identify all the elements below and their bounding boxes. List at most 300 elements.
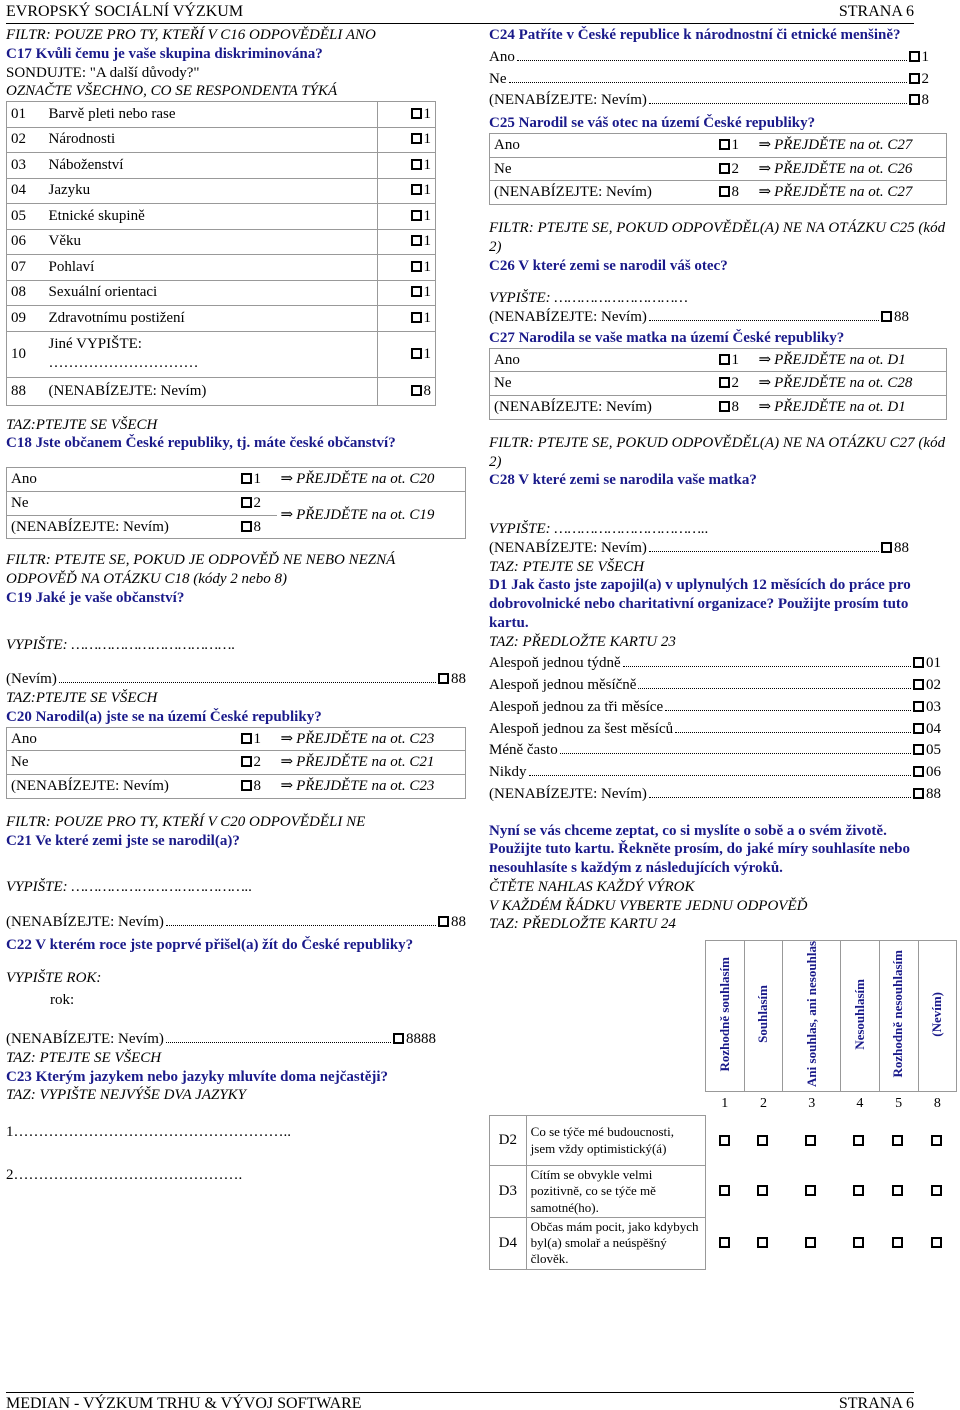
checkbox-icon[interactable]: [853, 1185, 864, 1196]
matrix-header: [783, 941, 841, 1092]
c25-code: 8: [731, 184, 739, 201]
header-title: EVROPSKÝ SOCIÁLNÍ VÝZKUM: [6, 3, 244, 20]
checkbox-icon[interactable]: [411, 108, 422, 119]
checkbox-icon[interactable]: [241, 497, 252, 508]
c27-label: (NENABÍZEJTE: Nevím): [490, 396, 715, 420]
checkbox-icon[interactable]: [411, 385, 422, 396]
checkbox-icon[interactable]: [853, 1135, 864, 1146]
c23-line-1[interactable]: 1………………………………………………..: [6, 1124, 291, 1140]
c17-item-code: 1: [423, 131, 431, 148]
c23-line-2[interactable]: 2……………………………………….: [6, 1166, 243, 1183]
c17-item-option[interactable]: [378, 127, 436, 153]
header-page: STRANA 6: [838, 3, 914, 20]
c27-row: [490, 396, 947, 420]
c26-dk-label: (NENABÍZEJTE: Nevím): [489, 309, 647, 325]
d-intro-each-row: V KAŽDÉM ŘÁDKU VYBERTE JEDNU ODPOVĚĎ: [489, 897, 808, 914]
checkbox-icon[interactable]: [805, 1237, 816, 1248]
c20-code: 2: [253, 754, 261, 771]
checkbox-icon[interactable]: [411, 312, 422, 323]
checkbox-icon[interactable]: [892, 1237, 903, 1248]
matrix-row: [490, 1166, 957, 1218]
c26-dk-option[interactable]: [881, 308, 909, 327]
matrix-header-label: Rozhodně souhlasím: [716, 956, 732, 1072]
c25-code: 1: [731, 136, 739, 153]
matrix-code: 4: [856, 1096, 864, 1112]
c17-table: [6, 101, 436, 406]
d1-item-option[interactable]: [913, 785, 941, 804]
c25-option[interactable]: [715, 181, 755, 205]
c18-question: C18 Jste občanem České republiky, tj. máte české občanství?: [6, 435, 396, 452]
c18-label-dk: (NENABÍZEJTE: Nevím): [7, 515, 237, 539]
arrow-right-icon: ⇒: [758, 136, 772, 153]
checkbox-icon[interactable]: [719, 1135, 730, 1146]
c24-item-option[interactable]: [909, 91, 930, 110]
checkbox-icon[interactable]: [931, 1185, 942, 1196]
c25-question: C25 Narodil se váš otec na území České republiky?: [489, 115, 816, 131]
checkbox-icon[interactable]: [719, 139, 730, 150]
d-intro-read: ČTĚTE NAHLAS KAŽDÝ VÝROK: [489, 878, 695, 895]
c17-dk-code: 8: [423, 382, 431, 399]
c23-question: C23 Kterým jazykem nebo jazyky mluvíte doma nejčastěji?: [6, 1068, 389, 1085]
c28-dk-code: 88: [894, 539, 909, 556]
matrix-cell[interactable]: [841, 1166, 879, 1218]
dot-leader: [675, 732, 911, 733]
c17-row: [7, 153, 436, 179]
c20-route: [277, 751, 466, 775]
c27-code: 2: [731, 375, 739, 392]
c24-question: C24 Patříte v České republice k národnostní či etnické menšině?: [489, 27, 901, 43]
c23-instruction: TAZ: VYPIŠTE NEJVÝŠE DVA JAZYKY: [6, 1087, 247, 1104]
checkbox-icon[interactable]: [757, 1135, 768, 1146]
c18-option-no[interactable]: [237, 491, 277, 515]
c27-question: C27 Narodila se vaše matka na území České republiky?: [489, 329, 845, 346]
checkbox-icon[interactable]: [757, 1185, 768, 1196]
d1-item-label: Alespoň jednou za tři měsíce: [489, 698, 664, 715]
checkbox-icon[interactable]: [892, 1135, 903, 1146]
c19-question: C19 Jaké je vaše občanství?: [6, 589, 185, 606]
c28-dk-label: (NENABÍZEJTE: Nevím): [489, 539, 647, 556]
c17-row-dk: [7, 377, 436, 405]
checkbox-icon[interactable]: [881, 542, 892, 553]
c21-write[interactable]: VYPIŠTE: …………………………………..: [6, 879, 253, 896]
c17-item-option[interactable]: [378, 280, 436, 306]
c17-other-num: 10: [7, 331, 45, 377]
matrix-cell[interactable]: [879, 1116, 918, 1166]
checkbox-icon[interactable]: [719, 354, 730, 365]
c17-dk-label: (NENABÍZEJTE: Nevím): [45, 377, 378, 405]
matrix-cell[interactable]: [783, 1116, 841, 1166]
matrix-header-label: Nesouhlasím: [851, 978, 867, 1050]
c27-code: 1: [731, 351, 739, 368]
c22-dk-row: [6, 1030, 436, 1049]
c22-year-label[interactable]: rok:: [50, 992, 75, 1009]
checkbox-icon[interactable]: [719, 186, 730, 197]
c17-dk-num: 88: [7, 377, 45, 405]
checkbox-icon[interactable]: [909, 73, 920, 84]
c25-option[interactable]: [715, 157, 755, 181]
c17-item-code: 1: [423, 105, 431, 122]
d1-list-item: [489, 741, 941, 760]
c19-dk-label: (Nevím): [6, 671, 57, 688]
c18-row-yes: [7, 468, 466, 492]
c21-dk-option[interactable]: [438, 913, 466, 932]
c28-dk-row: [489, 539, 909, 558]
dot-leader: [509, 82, 907, 83]
d1-item-label: Méně často: [489, 742, 558, 759]
arrow-right-icon: ⇒: [280, 778, 294, 794]
matrix-row-id: D3: [490, 1166, 527, 1218]
matrix-row-text: Občas mám pocit, jako kdybych byl(a) smolař a neúspěšný člověk.: [526, 1217, 705, 1269]
c17-row: [7, 280, 436, 306]
matrix-cell[interactable]: [918, 1166, 956, 1218]
checkbox-icon[interactable]: [853, 1237, 864, 1248]
d1-taz: TAZ: PTEJTE SE VŠECH: [489, 558, 645, 575]
d1-item-label: (NENABÍZEJTE: Nevím): [489, 785, 647, 802]
c18-route-shared: [277, 491, 466, 539]
c24-item-label: Ano: [489, 48, 515, 65]
c17-item-option[interactable]: [378, 178, 436, 204]
c17-item-label: Pohlaví: [45, 255, 378, 281]
checkbox-icon[interactable]: [719, 377, 730, 388]
c26-write[interactable]: VYPIŠTE: …………………………: [489, 290, 688, 307]
matrix-row-id: D4: [490, 1217, 527, 1269]
c19-filter: FILTR: PTEJTE SE, POKUD JE ODPOVĚĎ NE NEBO NEZNÁ ODPOVĚĎ NA OTÁZKU C18 (kódy 2 nebo 8): [6, 552, 396, 587]
c17-other-dots: …………………………: [48, 355, 199, 371]
c20-option[interactable]: [237, 775, 277, 799]
matrix-header: [744, 941, 782, 1092]
arrow-right-icon: ⇒: [758, 351, 772, 368]
checkbox-icon[interactable]: [805, 1135, 816, 1146]
c28-dk-option[interactable]: [881, 539, 909, 558]
c25-route-text: PŘEJDĚTE na ot. C26: [774, 160, 913, 177]
checkbox-icon[interactable]: [393, 1033, 404, 1044]
c18-code-yes: 1: [253, 471, 261, 487]
c24-item-label: (NENABÍZEJTE: Nevím): [489, 92, 647, 109]
checkbox-icon[interactable]: [411, 133, 422, 144]
c17-item-num: 01: [7, 102, 45, 128]
c17-item-num: 08: [7, 280, 45, 306]
checkbox-icon[interactable]: [913, 766, 924, 777]
page-footer: [6, 1392, 914, 1410]
c25-table: [489, 133, 947, 205]
c20-option[interactable]: [237, 751, 277, 775]
c20-taz: TAZ:PTEJTE SE VŠECH: [6, 690, 158, 706]
checkbox-icon[interactable]: [913, 657, 924, 668]
matrix-cell[interactable]: [879, 1166, 918, 1218]
c27-route: [755, 396, 947, 420]
c27-row: [490, 348, 947, 372]
c24-item-code: 8: [921, 92, 929, 109]
d1-item-option[interactable]: [913, 763, 941, 782]
d1-list-item: [489, 763, 941, 782]
c25-label: Ne: [490, 157, 715, 181]
c19-dk-option[interactable]: [438, 670, 466, 689]
c20-option[interactable]: [237, 727, 277, 751]
d1-item-option[interactable]: [913, 654, 941, 673]
d1-item-code: 05: [926, 742, 941, 759]
matrix-row-id: D2: [490, 1116, 527, 1166]
d1-question: D1 Jak často jste zapojil(a) v uplynulých 12 měsících do práce pro dobrovolnické nebo charitativní organizace? Použijte prosím tuto kartu.: [489, 577, 911, 631]
c20-route-text: PŘEJDĚTE na ot. C21: [296, 754, 435, 771]
checkbox-icon[interactable]: [411, 210, 422, 221]
checkbox-icon[interactable]: [913, 788, 924, 799]
c17-row: [7, 255, 436, 281]
c17-item-label: Věku: [45, 229, 378, 255]
matrix-header: [705, 941, 744, 1092]
checkbox-icon[interactable]: [805, 1185, 816, 1196]
matrix-cell[interactable]: [705, 1116, 744, 1166]
c28-question: C28 V které zemi se narodila vaše matka?: [489, 472, 757, 489]
matrix-cell[interactable]: [918, 1116, 956, 1166]
c20-row: [7, 727, 466, 751]
c17-row: [7, 102, 436, 128]
checkbox-icon[interactable]: [241, 733, 252, 744]
c27-row: [490, 372, 947, 396]
checkbox-icon[interactable]: [913, 679, 924, 690]
c20-table: [6, 727, 466, 799]
c17-item-option[interactable]: [378, 204, 436, 230]
c17-item-label: Národnosti: [45, 127, 378, 153]
checkbox-icon[interactable]: [411, 261, 422, 272]
c26-question: C26 V které zemi se narodil váš otec?: [489, 257, 728, 274]
checkbox-icon[interactable]: [913, 701, 924, 712]
d1-item-code: 03: [926, 698, 941, 715]
c25-option[interactable]: [715, 133, 755, 157]
c18-code-no: 2: [253, 494, 261, 511]
c18-code-dk: 8: [253, 518, 261, 535]
dot-leader: [560, 753, 911, 754]
d1-item-code: 06: [926, 764, 941, 780]
page-header: [6, 2, 914, 24]
c17-item-option[interactable]: [378, 229, 436, 255]
dot-leader: [529, 775, 912, 776]
d1-item-option[interactable]: [913, 741, 941, 760]
c26-filter: FILTR: PTEJTE SE, POKUD ODPOVĚDĚL(A) NE NA OTÁZKU C25 (kód 2): [489, 220, 946, 255]
checkbox-icon[interactable]: [909, 94, 920, 105]
c24-list-item: [489, 91, 929, 110]
c22-dk-option[interactable]: [393, 1030, 436, 1049]
c27-option[interactable]: [715, 396, 755, 420]
d1-item-label: Nikdy: [489, 764, 527, 780]
matrix-cell[interactable]: [783, 1166, 841, 1218]
d-intro-text-1: Nyní se vás chceme zeptat, co si myslíte o sobě a o svém životě.: [489, 822, 887, 839]
c27-label: Ne: [490, 372, 715, 396]
c17-item-option[interactable]: [378, 153, 436, 179]
c19-dk-code: 88: [451, 671, 466, 688]
c17-item-num: 09: [7, 306, 45, 332]
matrix-cell[interactable]: [841, 1116, 879, 1166]
d1-card: TAZ: PŘEDLOŽTE KARTU 23: [489, 633, 676, 650]
matrix-header: [879, 941, 918, 1092]
matrix-cell[interactable]: [879, 1217, 918, 1269]
matrix-header-label: Ani souhlas, ani nesouhlas: [803, 941, 819, 1087]
matrix-cell[interactable]: [705, 1217, 744, 1269]
c22-question: C22 V kterém roce jste poprvé přišel(a) žít do České republiky?: [6, 936, 414, 953]
arrow-right-icon: ⇒: [280, 471, 294, 487]
agreement-matrix: [489, 940, 957, 1270]
d1-item-option[interactable]: [913, 720, 941, 739]
c17-item-code: 1: [423, 156, 431, 173]
c24-item-option[interactable]: [909, 70, 930, 89]
checkbox-icon[interactable]: [411, 235, 422, 246]
c17-item-label: Jazyku: [45, 178, 378, 204]
d1-item-code: 02: [926, 677, 941, 693]
checkbox-icon[interactable]: [881, 311, 892, 322]
c27-code: 8: [731, 399, 739, 415]
checkbox-icon[interactable]: [892, 1185, 903, 1196]
c22-write: VYPIŠTE ROK:: [6, 969, 102, 986]
checkbox-icon[interactable]: [411, 286, 422, 297]
footer-page: STRANA 6: [838, 1395, 914, 1410]
c24-item-code: 2: [921, 70, 929, 87]
c17-item-num: 07: [7, 255, 45, 281]
c21-question: C21 Ve které zemi jste se narodil(a)?: [6, 832, 240, 849]
checkbox-icon[interactable]: [241, 780, 252, 791]
matrix-code: 2: [759, 1096, 767, 1112]
checkbox-icon[interactable]: [438, 673, 449, 684]
arrow-right-icon: ⇒: [758, 375, 772, 392]
c25-route: [755, 157, 947, 181]
c27-option[interactable]: [715, 372, 755, 396]
c17-row: [7, 204, 436, 230]
c25-route-text: PŘEJDĚTE na ot. C27: [774, 184, 913, 201]
c20-row: [7, 751, 466, 775]
c17-dk-option[interactable]: [378, 377, 436, 405]
checkbox-icon[interactable]: [913, 744, 924, 755]
c19-write[interactable]: VYPIŠTE: ……………………………….: [6, 636, 236, 653]
c17-item-num: 02: [7, 127, 45, 153]
matrix-cell[interactable]: [783, 1217, 841, 1269]
c26-dk-row: [489, 308, 909, 327]
d1-item-code: 01: [926, 655, 941, 672]
c18-label-yes: Ano: [7, 468, 237, 492]
c17-row-other: [7, 331, 436, 377]
c28-write[interactable]: VYPIŠTE: ……………………………..: [489, 521, 709, 537]
c27-label: Ano: [490, 348, 715, 372]
c18-route-yes: [277, 468, 466, 492]
matrix-code: 5: [895, 1096, 903, 1112]
c17-item-code: 1: [423, 258, 431, 275]
c17-item-option[interactable]: [378, 255, 436, 281]
c27-route-text: PŘEJDĚTE na ot. C28: [774, 375, 913, 392]
checkbox-icon[interactable]: [411, 184, 422, 195]
c25-code: 2: [731, 160, 739, 177]
checkbox-icon[interactable]: [438, 916, 449, 927]
c20-route: [277, 727, 466, 751]
c25-row: [490, 157, 947, 181]
c17-item-num: 05: [7, 204, 45, 230]
matrix-cell[interactable]: [744, 1217, 782, 1269]
checkbox-icon[interactable]: [909, 51, 920, 62]
checkbox-icon[interactable]: [411, 159, 422, 170]
c17-other-option[interactable]: [378, 331, 436, 377]
matrix-cell[interactable]: [918, 1217, 956, 1269]
checkbox-icon[interactable]: [241, 756, 252, 767]
checkbox-icon[interactable]: [241, 521, 252, 532]
c24-item-option[interactable]: [909, 48, 930, 67]
checkbox-icon[interactable]: [913, 723, 924, 734]
d1-item-option[interactable]: [913, 676, 941, 695]
c17-item-option[interactable]: [378, 102, 436, 128]
d1-item-option[interactable]: [913, 698, 941, 717]
c18-option-dk[interactable]: [237, 515, 277, 539]
matrix-cell[interactable]: [744, 1116, 782, 1166]
c17-item-code: 1: [423, 207, 431, 224]
arrow-right-icon: ⇒: [758, 184, 772, 201]
c18-option-yes[interactable]: [237, 468, 277, 492]
d1-item-label: Alespoň jednou za šest měsíců: [489, 720, 674, 737]
c17-item-num: 06: [7, 229, 45, 255]
dot-leader: [517, 60, 907, 61]
checkbox-icon[interactable]: [411, 348, 422, 359]
c17-row: [7, 127, 436, 153]
c25-route: [755, 181, 947, 205]
c24-list-item: [489, 48, 929, 67]
c17-item-code: 1: [423, 309, 431, 326]
c25-route-text: PŘEJDĚTE na ot. C27: [774, 136, 913, 153]
c20-label: (NENABÍZEJTE: Nevím): [7, 775, 237, 799]
c18-taz: TAZ:PTEJTE SE VŠECH: [6, 416, 158, 433]
c17-other-cell[interactable]: [45, 331, 378, 377]
c17-row: [7, 229, 436, 255]
matrix-header: [841, 941, 879, 1092]
matrix-cell[interactable]: [841, 1217, 879, 1269]
matrix-cell[interactable]: [705, 1166, 744, 1218]
matrix-code: 1: [721, 1096, 729, 1112]
d1-list-item: [489, 654, 941, 673]
c18-route-shared-text: PŘEJDĚTE na ot. C19: [296, 506, 435, 523]
c17-row: [7, 306, 436, 332]
c20-question: C20 Narodil(a) jste se na území České republiky?: [6, 708, 322, 725]
checkbox-icon[interactable]: [757, 1237, 768, 1248]
checkbox-icon[interactable]: [719, 401, 730, 412]
c27-option[interactable]: [715, 348, 755, 372]
c17-question: C17 Kvůli čemu je vaše skupina diskriminována?: [6, 45, 323, 62]
dot-leader: [638, 688, 911, 689]
c25-route: [755, 133, 947, 157]
c20-code: 8: [253, 778, 261, 794]
checkbox-icon[interactable]: [719, 1185, 730, 1196]
checkbox-icon[interactable]: [931, 1135, 942, 1146]
c17-item-num: 03: [7, 153, 45, 179]
d-intro-card: TAZ: PŘEDLOŽTE KARTU 24: [489, 916, 676, 933]
c17-item-code: 1: [423, 182, 431, 199]
c17-item-option[interactable]: [378, 306, 436, 332]
d1-item-code: 88: [926, 785, 941, 802]
c23-taz: TAZ: PTEJTE SE VŠECH: [6, 1049, 162, 1066]
c27-route: [755, 372, 947, 396]
matrix-row-text: Co se týče mé budoucnosti, jsem vždy optimistický(á): [526, 1116, 705, 1166]
checkbox-icon[interactable]: [719, 1237, 730, 1248]
c20-label: Ano: [7, 727, 237, 751]
d1-list-item: [489, 720, 941, 739]
c28-filter: FILTR: PTEJTE SE, POKUD ODPOVĚDĚL(A) NE NA OTÁZKU C27 (kód 2): [489, 434, 946, 470]
arrow-right-icon: ⇒: [280, 506, 294, 523]
c22-dk-label: (NENABÍZEJTE: Nevím): [6, 1031, 164, 1047]
checkbox-icon[interactable]: [719, 163, 730, 174]
d1-item-label: Alespoň jednou týdně: [489, 655, 621, 672]
c17-other-label: Jiné VYPIŠTE:: [48, 336, 142, 353]
checkbox-icon[interactable]: [241, 473, 252, 484]
matrix-code: 8: [933, 1096, 941, 1112]
checkbox-icon[interactable]: [931, 1237, 942, 1248]
c21-filter: FILTR: POUZE PRO TY, KTEŘÍ V C20 ODPOVĚDĚLI NE: [6, 813, 366, 830]
c17-instruction: OZNAČTE VŠECHNO, CO SE RESPONDENTA TÝKÁ: [6, 83, 338, 100]
c18-label-no: Ne: [7, 491, 237, 515]
c20-route-text: PŘEJDĚTE na ot. C23: [296, 730, 435, 747]
c25-row: [490, 181, 947, 205]
matrix-cell[interactable]: [744, 1166, 782, 1218]
